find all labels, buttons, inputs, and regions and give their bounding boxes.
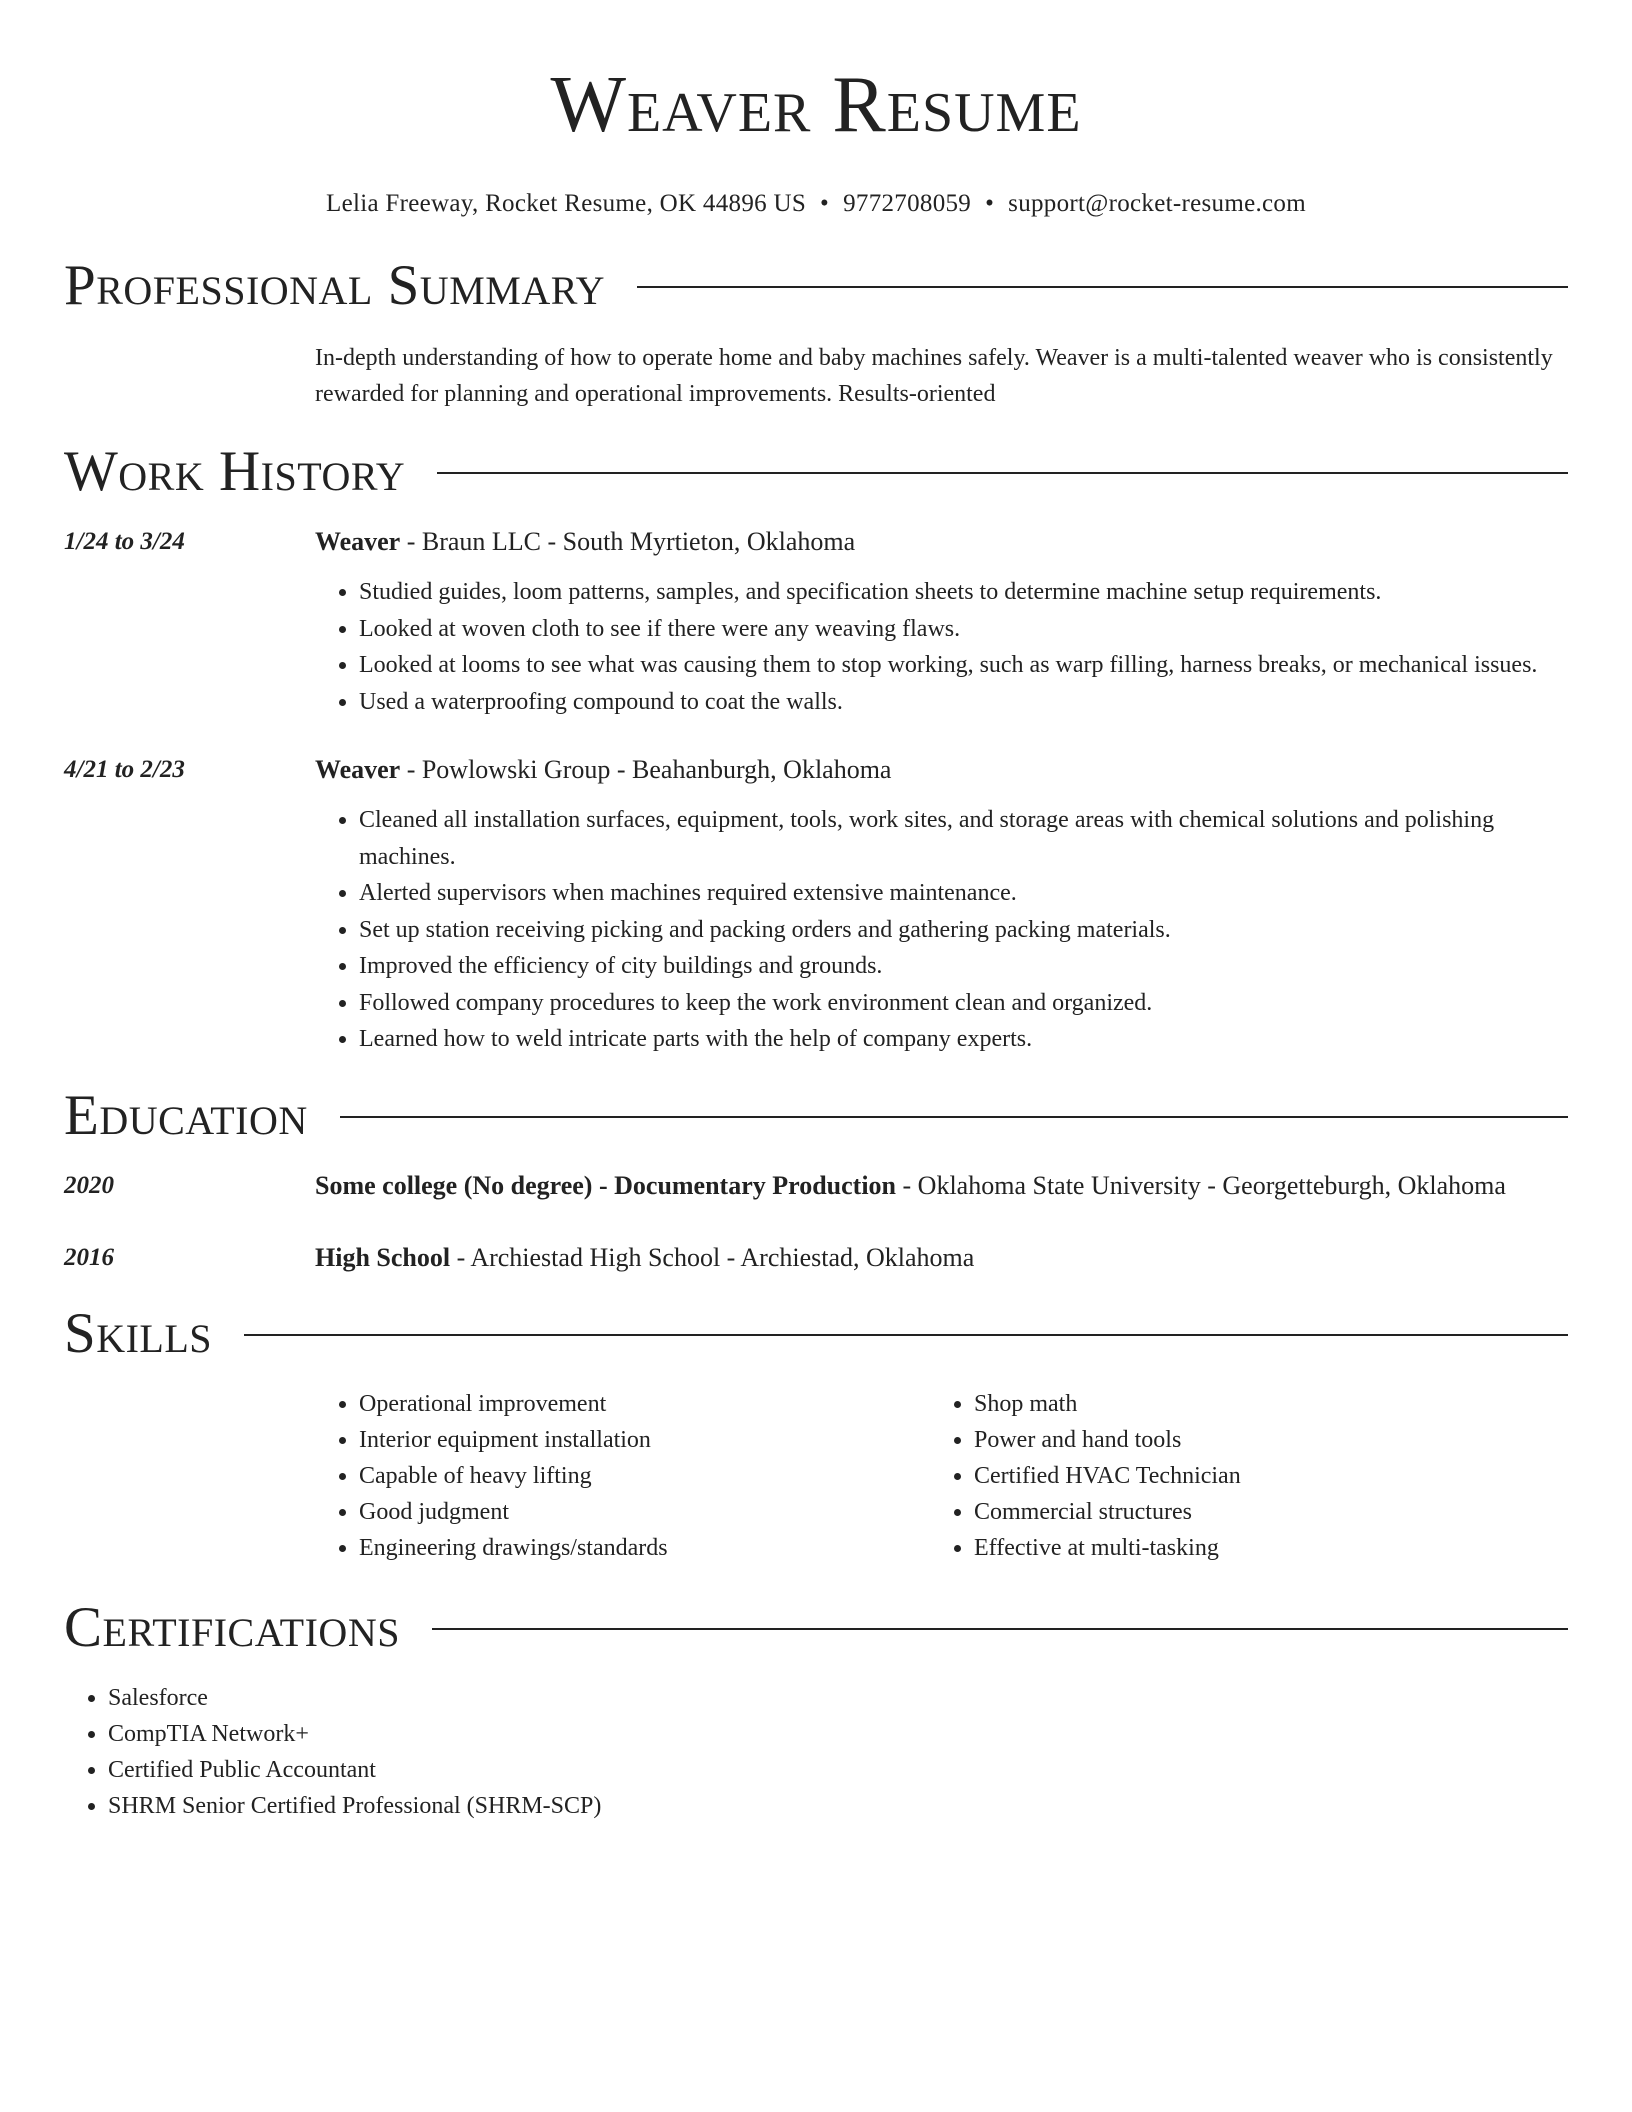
contact-email: support@rocket-resume.com [1008, 190, 1306, 217]
job-title: Weaver [315, 527, 401, 556]
skill-item: • Operational improvement [359, 1386, 930, 1422]
job-bullet: • Looked at looms to see what was causing them to stop working, such as warp filling, harness breaks, or mechanical issues. [359, 647, 1568, 684]
summary-text: In-depth understanding of how to operate home and baby machines safely. Weaver is a multi-talented weaver who is consistently rewarded for planning and operational improvements. Results-oriented [315, 345, 1553, 407]
skill-item: • Commercial structures [974, 1494, 1545, 1530]
job-bullet: • Used a waterproofing compound to coat the walls. [359, 684, 1568, 721]
job-dates: 4/21 to 2/23 [64, 756, 185, 783]
education-heading: Education [64, 1083, 308, 1147]
summary-heading: Professional Summary [64, 254, 606, 317]
job-body [315, 752, 1568, 1058]
education-section-header [64, 1084, 1568, 1148]
certifications-heading: Certifications [64, 1595, 400, 1659]
job-bullet: • Looked at woven cloth to see if there were any weaving flaws. [359, 611, 1568, 648]
skill-item: • Capable of heavy lifting [359, 1458, 930, 1494]
job-title-line [315, 524, 1568, 560]
job-title: Weaver [315, 755, 401, 784]
skill-item: • Shop math [974, 1386, 1545, 1422]
skill-item: • Interior equipment installation [359, 1422, 930, 1458]
job-employer: - Braun LLC - South Myrtieton, Oklahoma [400, 527, 856, 556]
job-bullet: • Followed company procedures to keep the work environment clean and organized. [359, 985, 1568, 1022]
education-degree: Some college (No degree) - Documentary Production [315, 1170, 897, 1200]
section-divider [244, 1334, 1568, 1336]
skills-section-header [64, 1302, 1568, 1366]
resume-name: Weaver Resume [550, 61, 1082, 149]
education-school: - Archiestad High School - Archiestad, Oklahoma [450, 1242, 975, 1272]
skill-item: • Power and hand tools [974, 1422, 1545, 1458]
work-section-header [64, 440, 1568, 504]
skills-list-left [315, 1386, 930, 1566]
job-title-line [315, 752, 1568, 788]
job-bullet: • Studied guides, loom patterns, samples, and specification sheets to determine machine setup requirements. [359, 574, 1568, 611]
certification-item: • Salesforce [108, 1680, 1568, 1716]
education-degree: High School [315, 1242, 451, 1272]
section-divider [432, 1628, 1568, 1630]
job-entry [64, 524, 1568, 720]
job-bullet: • Learned how to weld intricate parts with the help of company experts. [359, 1021, 1568, 1058]
contact-address: Lelia Freeway, Rocket Resume, OK 44896 US [326, 190, 807, 217]
summary-section-header [64, 254, 1568, 318]
job-bullet: • Improved the efficiency of city buildings and grounds. [359, 948, 1568, 985]
skill-item: • Effective at multi-tasking [974, 1530, 1545, 1566]
job-bullets [315, 802, 1568, 1058]
certifications-list [64, 1680, 1568, 1824]
section-divider [437, 472, 1568, 474]
certification-item: • SHRM Senior Certified Professional (SHRM-SCP) [108, 1788, 1568, 1824]
skill-item: • Engineering drawings/standards [359, 1530, 930, 1566]
job-bullet: • Set up station receiving picking and packing orders and gathering packing materials. [359, 912, 1568, 949]
work-heading: Work History [64, 440, 406, 503]
certification-item: • Certified Public Accountant [108, 1752, 1568, 1788]
skill-item: • Good judgment [359, 1494, 930, 1530]
skills-grid [315, 1386, 1568, 1566]
section-divider [340, 1116, 1568, 1118]
job-bullets [315, 574, 1568, 720]
section-divider [637, 286, 1568, 288]
education-school: - Oklahoma State University - Georgetteburgh, Oklahoma [896, 1170, 1506, 1200]
certification-item: • CompTIA Network+ [108, 1716, 1568, 1752]
contact-separator: • [985, 190, 995, 217]
education-year: 2020 [64, 1171, 114, 1199]
education-body [315, 1168, 1506, 1204]
skills-list-right [930, 1386, 1545, 1566]
skill-item: • Certified HVAC Technician [974, 1458, 1545, 1494]
job-bullet: • Alerted supervisors when machines required extensive maintenance. [359, 875, 1568, 912]
education-year: 2016 [64, 1243, 114, 1271]
contact-separator: • [820, 190, 830, 217]
job-body [315, 524, 1568, 720]
certifications-section-header [64, 1596, 1568, 1660]
job-entry [64, 752, 1568, 1058]
skills-heading: Skills [64, 1301, 213, 1365]
contact-line [64, 190, 1568, 218]
job-employer: - Powlowski Group - Beahanburgh, Oklahoma [400, 755, 892, 784]
job-bullet: • Cleaned all installation surfaces, equipment, tools, work sites, and storage areas with chemical solutions and polishing machines. [359, 802, 1568, 875]
education-body [315, 1240, 974, 1276]
education-entry [64, 1168, 1568, 1204]
job-dates: 1/24 to 3/24 [64, 528, 185, 555]
contact-phone: 9772708059 [843, 190, 972, 217]
education-entry [64, 1240, 1568, 1276]
